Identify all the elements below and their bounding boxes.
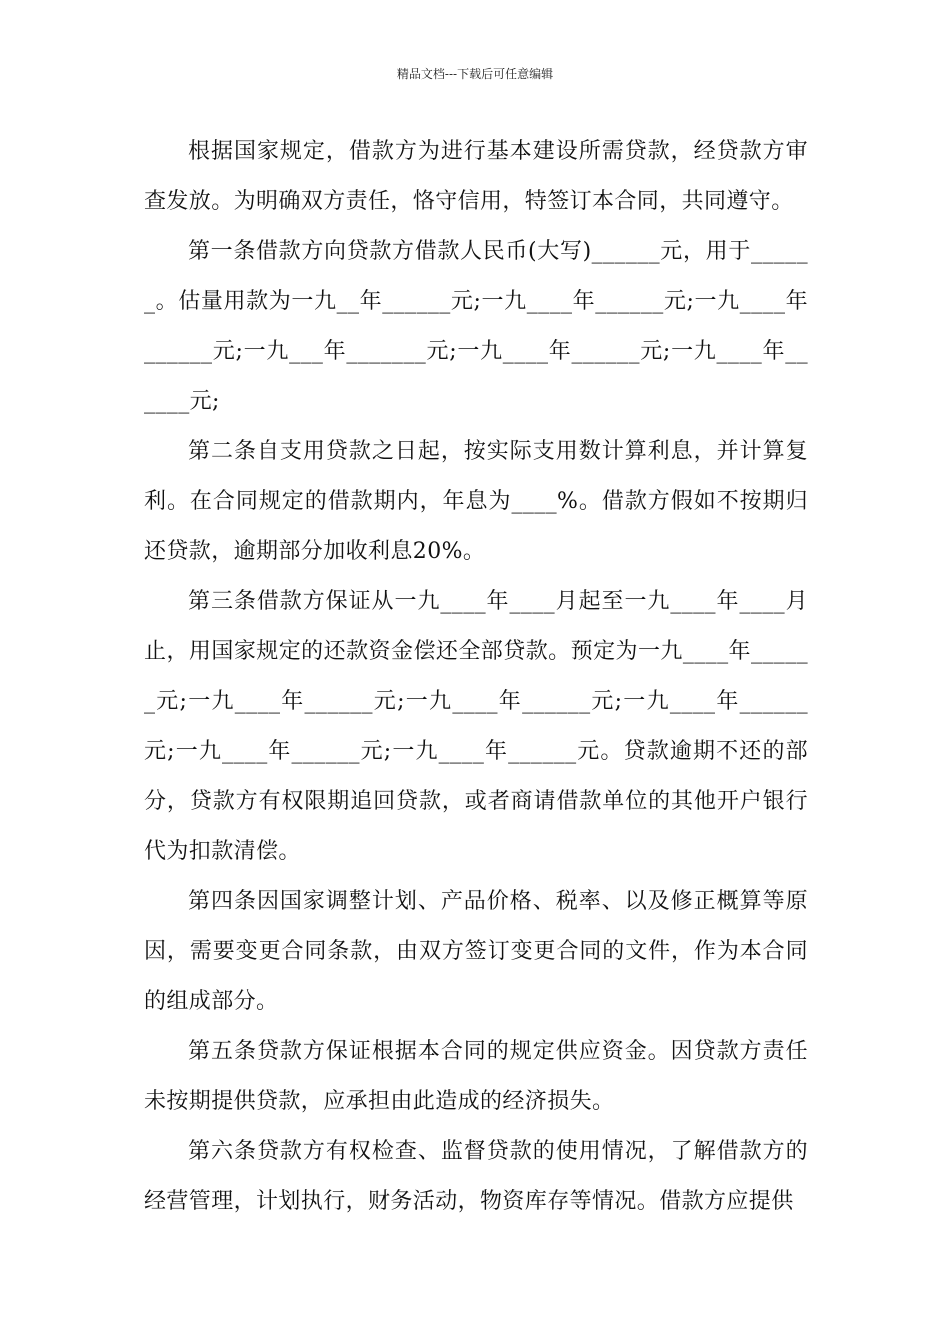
paragraph-preamble: 根据国家规定，借款方为进行基本建设所需贷款，经贷款方审查发放。为明确双方责任，恪守信用，特签订本合同，共同遵守。 [144,139,808,214]
paragraph-article-5: 第五条贷款方保证根据本合同的规定供应资金。因贷款方责任未按期提供贷款，应承担由此造成的经济损失。 [144,1039,808,1114]
paragraph-article-6: 第六条贷款方有权检查、监督贷款的使用情况，了解借款方的经营管理，计划执行，财务活动，物资库存等情况。借款方应提供 [144,1139,808,1214]
paragraph-article-3: 第三条借款方保证从一九____年____月起至一九____年____月止，用国家规定的还款资金偿还全部贷款。预定为一九____年______元;一九____年______元;一九____年______元;一九____年______元;一九____年______元;一九____年______元。贷款逾期不还的部分，贷款方有权限期追回贷款，或者商请借款单位的其他开户银行代为扣款清偿。 [144,589,808,864]
paragraph-article-4: 第四条因国家调整计划、产品价格、税率、以及修正概算等原因，需要变更合同条款，由双方签订变更合同的文件，作为本合同的组成部分。 [144,889,808,1014]
paragraph-article-2: 第二条自支用贷款之日起，按实际支用数计算利息，并计算复利。在合同规定的借款期内，年息为____%。借款方假如不按期归还贷款，逾期部分加收利息20%。 [144,439,808,564]
paragraph-article-1: 第一条借款方向贷款方借款人民币(大写)______元，用于______。估量用款为一九__年______元;一九____年______元;一九____年______元;一九___年_______元;一九____年______元;一九____年______元; [144,239,808,414]
page-header: 精品文档---下载后可任意编辑 [396,67,554,81]
document-body [144,127,808,1227]
